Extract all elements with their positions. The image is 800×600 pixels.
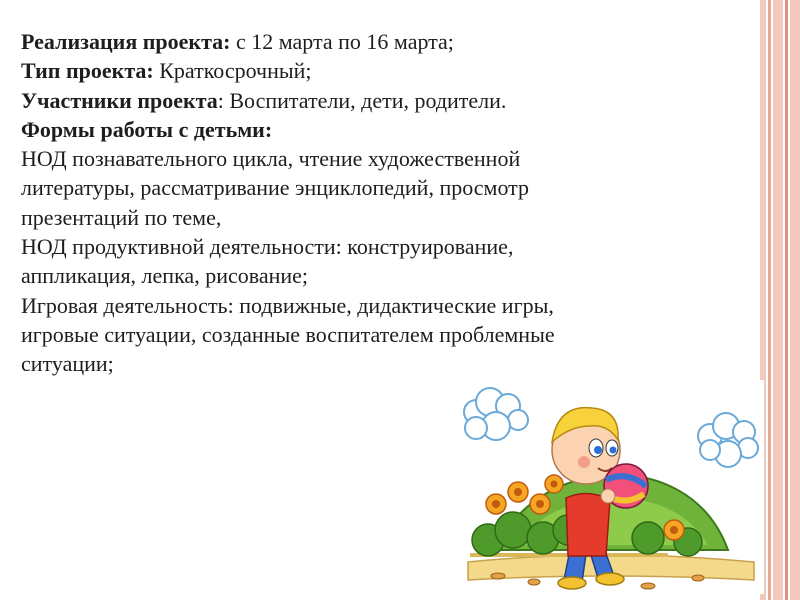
paragraph-line: игровые ситуации, созданные воспитателем проблемные	[21, 321, 555, 347]
project-implementation-value: с 12 марта по 16 марта;	[230, 29, 454, 54]
project-implementation-label: Реализация проекта:	[21, 29, 231, 54]
paragraph-line: Игровая деятельность: подвижные, дидактические игры,	[21, 292, 554, 318]
paragraph-line: аппликация, лепка, рисование;	[21, 263, 309, 289]
project-info-text	[21, 27, 741, 379]
project-type-label: Тип проекта:	[21, 58, 154, 84]
project-participants-value: : Воспитатели, дети, родители.	[217, 87, 507, 113]
decorative-stripes	[760, 0, 800, 600]
project-type-line	[21, 56, 741, 85]
project-implementation-line	[21, 27, 741, 56]
boy-with-ball-illustration	[458, 380, 764, 594]
paragraph-line: ситуации;	[21, 351, 114, 377]
paragraph-line: презентаций по теме,	[21, 204, 222, 230]
paragraph-line: НОД познавательного цикла, чтение художественной	[21, 146, 521, 172]
work-forms-heading: Формы работы с детьми:	[21, 116, 273, 142]
paragraph-line: литературы, рассматривание энциклопедий, просмотр	[21, 175, 530, 201]
project-type-value: Краткосрочный;	[153, 58, 312, 84]
project-participants-label: Участники проекта	[21, 87, 218, 113]
paragraph-line: НОД продуктивной деятельности: конструирование,	[21, 234, 514, 260]
project-participants-line	[21, 86, 741, 115]
